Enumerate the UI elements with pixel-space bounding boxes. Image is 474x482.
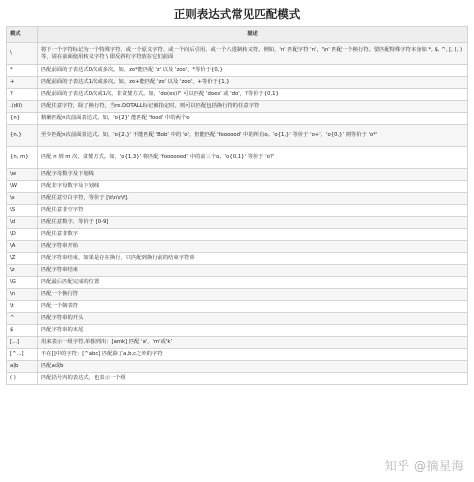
table-header-row (7, 27, 468, 43)
pattern-cell: \D (7, 229, 38, 241)
table-row (7, 349, 468, 361)
table-row (7, 169, 468, 181)
pattern-cell: + (7, 77, 38, 89)
pattern-cell: {n,} (7, 125, 38, 147)
pattern-cell: .(dll) (7, 101, 38, 113)
pattern-cell: {n} (7, 113, 38, 125)
description-cell: 匹配前面的子表达式0次或1次，非贪婪方式。如，'do(es)?' 可以匹配 'does' 或 'do'，?等价于{0,1} (38, 89, 468, 101)
table-row (7, 301, 468, 313)
pattern-cell: \S (7, 205, 38, 217)
table-row (7, 373, 468, 385)
pattern-cell: [^...] (7, 349, 38, 361)
regex-pattern-table (6, 26, 468, 385)
table-row (7, 265, 468, 277)
description-cell: 匹配一个换行符 (38, 289, 468, 301)
description-cell: 至少匹配n次前面表达式。如，'o{2,}' 不能匹配 'Bob' 中的 'o'，但能匹配 'foooood' 中的所有o。'o{1,}' 等价于 'o+'，'o{0,}' 则等价于 'o*' (38, 125, 468, 147)
table-row (7, 205, 468, 217)
description-cell: 匹配任意数字，等价于 [0-9] (38, 217, 468, 229)
table-row (7, 289, 468, 301)
description-cell: 匹配字符串的末尾 (38, 325, 468, 337)
description-cell: 用来表示一组字符,单独列出：[amk] 匹配 'a'，'m'或'k' (38, 337, 468, 349)
pattern-cell: \z (7, 265, 38, 277)
table-row (7, 89, 468, 101)
table-row (7, 113, 468, 125)
pattern-cell: ( ) (7, 373, 38, 385)
description-cell: 匹配a或b (38, 361, 468, 373)
pattern-cell: \s (7, 193, 38, 205)
pattern-cell: \W (7, 181, 38, 193)
description-cell: 匹配前面的子表达式1次或多次。如，zo+能匹配 'zo' 以及 'zoo'，+等价于{1,} (38, 77, 468, 89)
pattern-cell: {n, m} (7, 147, 38, 169)
pattern-cell: ? (7, 89, 38, 101)
table-row (7, 241, 468, 253)
table-row (7, 101, 468, 113)
description-cell: 匹配 n 到 m 次，贪婪方式。如，'o{1,3}' 将匹配 'fooooood' 中的前三个o。'o{0,1}' 等价于 'o?' (38, 147, 468, 169)
pattern-cell: \w (7, 169, 38, 181)
pattern-cell: $ (7, 325, 38, 337)
pattern-cell: * (7, 65, 38, 77)
description-cell: 匹配字母数字及下划线 (38, 169, 468, 181)
pattern-cell: \t (7, 301, 38, 313)
description-cell: 将下一个字符标记为一个特殊字符、或一个原义字符、或一个向后引用、或一个八进制转义符。例如，'n' 匹配字符 'n'，'\n' 匹配一个换行符。要匹配特殊字符本身如 *, $, ^, [, (, ) 等，请在前面使用转义字符 \ 即反斜杠字符放在它们前面 (38, 43, 468, 65)
table-row (7, 125, 468, 147)
table-row (7, 181, 468, 193)
table-row (7, 361, 468, 373)
table-row (7, 217, 468, 229)
pattern-cell: [...] (7, 337, 38, 349)
page-title: 正则表达式常见匹配模式 (173, 7, 301, 21)
pattern-cell: \G (7, 277, 38, 289)
pattern-cell: \Z (7, 253, 38, 265)
table-row (7, 147, 468, 169)
header-pattern: 模式 (7, 27, 38, 43)
pattern-cell: \d (7, 217, 38, 229)
description-cell: 匹配任意非数字 (38, 229, 468, 241)
pattern-cell: \ (7, 43, 38, 65)
pattern-cell: \A (7, 241, 38, 253)
table-row (7, 65, 468, 77)
table-row (7, 253, 468, 265)
table-row (7, 337, 468, 349)
table-row (7, 77, 468, 89)
table-row (7, 193, 468, 205)
description-cell: 匹配非字母数字及下划线 (38, 181, 468, 193)
table-row (7, 325, 468, 337)
description-cell: 匹配字符串结束 (38, 265, 468, 277)
description-cell: 不在[]中的字符：[^abc] 匹配除了a,b,c之外的字符 (38, 349, 468, 361)
description-cell: 匹配字符串开始 (38, 241, 468, 253)
pattern-cell: ^ (7, 313, 38, 325)
table-row (7, 229, 468, 241)
table-row (7, 313, 468, 325)
description-cell: 匹配字符串的开头 (38, 313, 468, 325)
pattern-cell: \n (7, 289, 38, 301)
description-cell: 匹配一个制表符 (38, 301, 468, 313)
header-description: 描述 (38, 27, 468, 43)
description-cell: 匹配任意非空字符 (38, 205, 468, 217)
zhihu-watermark: 知乎 @摘星海 (384, 459, 464, 473)
description-cell: 匹配字符串结束，如果是存在换行，只匹配到换行前的结束字符串 (38, 253, 468, 265)
description-cell: 匹配任意字符，除了换行符，当re.DOTALL标记被指定时，则可以匹配包括换行符的任意字符 (38, 101, 468, 113)
table-row (7, 277, 468, 289)
description-cell: 匹配最后匹配完成的位置 (38, 277, 468, 289)
description-cell: 匹配前面的子表达式0次或多次。如，zo*能匹配 'z' 以及 'zoo'，*等价于{0,} (38, 65, 468, 77)
pattern-cell: a|b (7, 361, 38, 373)
description-cell: 精确匹配n次前面表达式。如，'o{2}' 能匹配 'food' 中的两个o (38, 113, 468, 125)
table-body (7, 43, 468, 385)
description-cell: 匹配任意空白字符，等价于 [\t\n\r\f]. (38, 193, 468, 205)
table-row (7, 43, 468, 65)
description-cell: 匹配括号内的表达式，也表示一个组 (38, 373, 468, 385)
